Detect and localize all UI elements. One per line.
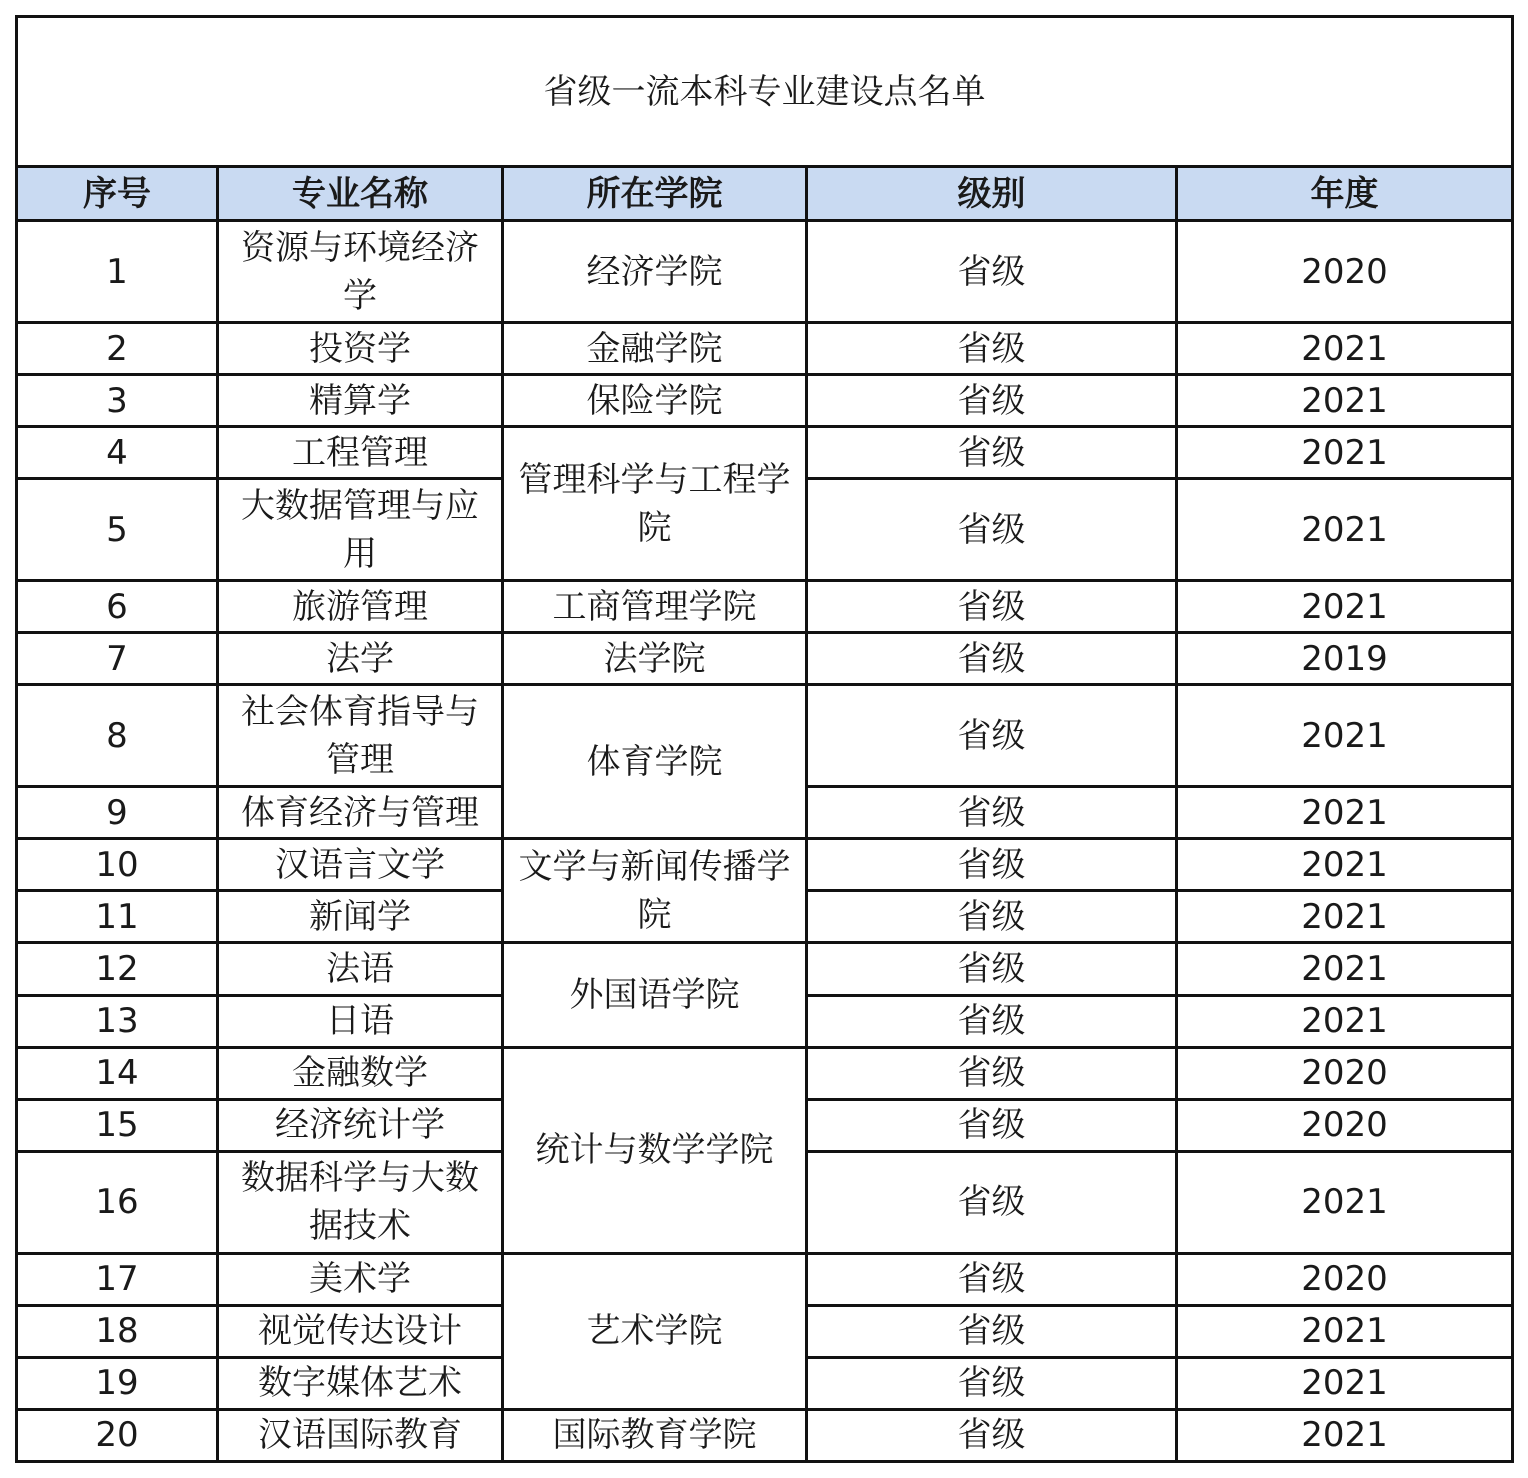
- cell-no: 13: [17, 995, 218, 1047]
- table-row: [17, 375, 1513, 427]
- cell-no: 16: [17, 1151, 218, 1253]
- cell-level: 省级: [807, 479, 1177, 581]
- table-row: [17, 633, 1513, 685]
- cell-college: 文学与新闻传播学院: [503, 839, 807, 943]
- table-row: [17, 943, 1513, 995]
- cell-no: 2: [17, 323, 218, 375]
- cell-college: 外国语学院: [503, 943, 807, 1047]
- cell-major: 新闻学: [218, 891, 503, 943]
- cell-year: 2021: [1177, 1305, 1513, 1357]
- cell-major: 汉语言文学: [218, 839, 503, 891]
- cell-year: 2020: [1177, 221, 1513, 323]
- cell-year: 2021: [1177, 1151, 1513, 1253]
- header-college: 所在学院: [503, 167, 807, 221]
- table-row: [17, 1253, 1513, 1305]
- cell-major: 视觉传达设计: [218, 1305, 503, 1357]
- cell-no: 5: [17, 479, 218, 581]
- cell-no: 12: [17, 943, 218, 995]
- cell-major: 美术学: [218, 1253, 503, 1305]
- cell-major: 体育经济与管理: [218, 787, 503, 839]
- cell-year: 2021: [1177, 943, 1513, 995]
- cell-year: 2021: [1177, 891, 1513, 943]
- cell-major: 汉语国际教育: [218, 1409, 503, 1461]
- table-row: [17, 1409, 1513, 1461]
- cell-year: 2021: [1177, 787, 1513, 839]
- cell-major: 法语: [218, 943, 503, 995]
- cell-major: 社会体育指导与管理: [218, 685, 503, 787]
- cell-no: 6: [17, 581, 218, 633]
- cell-level: 省级: [807, 221, 1177, 323]
- cell-major: 资源与环境经济学: [218, 221, 503, 323]
- cell-college: 艺术学院: [503, 1253, 807, 1409]
- table-row: [17, 323, 1513, 375]
- cell-major: 工程管理: [218, 427, 503, 479]
- cell-college: 管理科学与工程学院: [503, 427, 807, 581]
- table-row: [17, 221, 1513, 323]
- cell-major: 经济统计学: [218, 1099, 503, 1151]
- cell-major: 大数据管理与应用: [218, 479, 503, 581]
- cell-major: 投资学: [218, 323, 503, 375]
- cell-major: 精算学: [218, 375, 503, 427]
- cell-major: 金融数学: [218, 1047, 503, 1099]
- cell-no: 7: [17, 633, 218, 685]
- cell-college: 工商管理学院: [503, 581, 807, 633]
- cell-level: 省级: [807, 839, 1177, 891]
- cell-college: 经济学院: [503, 221, 807, 323]
- cell-college: 保险学院: [503, 375, 807, 427]
- cell-level: 省级: [807, 427, 1177, 479]
- cell-year: 2021: [1177, 323, 1513, 375]
- cell-level: 省级: [807, 633, 1177, 685]
- header-major: 专业名称: [218, 167, 503, 221]
- cell-level: 省级: [807, 1047, 1177, 1099]
- cell-level: 省级: [807, 1099, 1177, 1151]
- cell-no: 19: [17, 1357, 218, 1409]
- cell-major: 数据科学与大数据技术: [218, 1151, 503, 1253]
- cell-year: 2021: [1177, 375, 1513, 427]
- cell-no: 10: [17, 839, 218, 891]
- cell-year: 2021: [1177, 839, 1513, 891]
- cell-major: 数字媒体艺术: [218, 1357, 503, 1409]
- cell-year: 2020: [1177, 1047, 1513, 1099]
- cell-level: 省级: [807, 1357, 1177, 1409]
- cell-no: 4: [17, 427, 218, 479]
- table-row: [17, 1047, 1513, 1099]
- cell-year: 2021: [1177, 685, 1513, 787]
- header-no: 序号: [17, 167, 218, 221]
- cell-level: 省级: [807, 323, 1177, 375]
- cell-level: 省级: [807, 1253, 1177, 1305]
- cell-year: 2020: [1177, 1099, 1513, 1151]
- header-year: 年度: [1177, 167, 1513, 221]
- cell-year: 2021: [1177, 1357, 1513, 1409]
- header-row: [17, 167, 1513, 221]
- cell-level: 省级: [807, 375, 1177, 427]
- cell-year: 2021: [1177, 995, 1513, 1047]
- cell-no: 11: [17, 891, 218, 943]
- cell-no: 9: [17, 787, 218, 839]
- cell-year: 2021: [1177, 479, 1513, 581]
- cell-year: 2021: [1177, 1409, 1513, 1461]
- cell-college: 统计与数学学院: [503, 1047, 807, 1253]
- table-row: [17, 685, 1513, 787]
- cell-level: 省级: [807, 1409, 1177, 1461]
- cell-level: 省级: [807, 1151, 1177, 1253]
- header-level: 级别: [807, 167, 1177, 221]
- cell-no: 3: [17, 375, 218, 427]
- cell-no: 15: [17, 1099, 218, 1151]
- table-row: [17, 839, 1513, 891]
- cell-level: 省级: [807, 995, 1177, 1047]
- cell-level: 省级: [807, 581, 1177, 633]
- table-title: 省级一流本科专业建设点名单: [17, 17, 1513, 167]
- cell-college: 法学院: [503, 633, 807, 685]
- cell-no: 8: [17, 685, 218, 787]
- cell-college: 国际教育学院: [503, 1409, 807, 1461]
- cell-no: 1: [17, 221, 218, 323]
- major-list-table: [15, 15, 1514, 1463]
- cell-no: 20: [17, 1409, 218, 1461]
- cell-level: 省级: [807, 943, 1177, 995]
- cell-level: 省级: [807, 685, 1177, 787]
- cell-level: 省级: [807, 1305, 1177, 1357]
- cell-major: 法学: [218, 633, 503, 685]
- table-row: [17, 427, 1513, 479]
- table-row: [17, 581, 1513, 633]
- cell-year: 2019: [1177, 633, 1513, 685]
- cell-major: 日语: [218, 995, 503, 1047]
- cell-no: 18: [17, 1305, 218, 1357]
- cell-no: 17: [17, 1253, 218, 1305]
- cell-major: 旅游管理: [218, 581, 503, 633]
- cell-college: 体育学院: [503, 685, 807, 839]
- cell-level: 省级: [807, 891, 1177, 943]
- cell-year: 2021: [1177, 427, 1513, 479]
- cell-year: 2020: [1177, 1253, 1513, 1305]
- cell-no: 14: [17, 1047, 218, 1099]
- cell-year: 2021: [1177, 581, 1513, 633]
- cell-college: 金融学院: [503, 323, 807, 375]
- cell-level: 省级: [807, 787, 1177, 839]
